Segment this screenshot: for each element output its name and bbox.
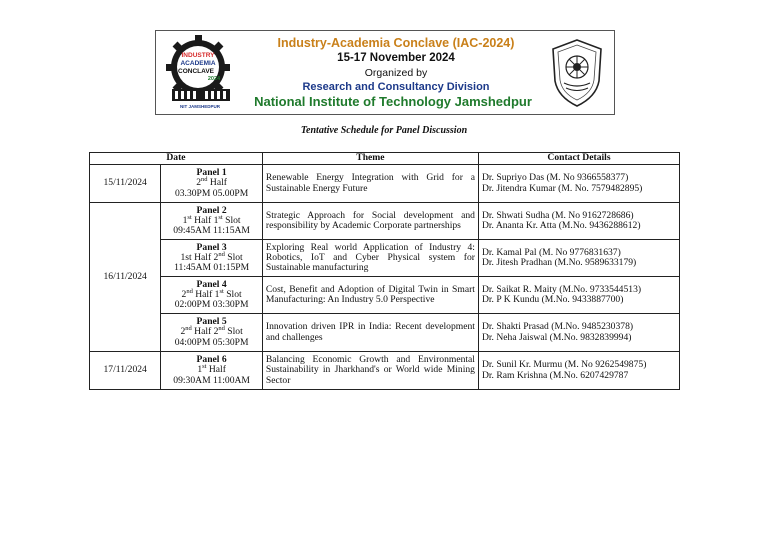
- contact-cell: [478, 203, 679, 240]
- panel-number: Panel 4: [196, 278, 227, 290]
- theme-cell: Cost, Benefit and Adoption of Digital Twin in Smart Manufacturing: An Industry 5.0 Perspective: [262, 277, 478, 314]
- panel-time: 09:30AM 11:00AM: [173, 374, 250, 386]
- organized-by: Organized by: [364, 67, 428, 79]
- division-name: Research and Consultancy Division: [302, 81, 490, 93]
- panel-slot: 2nd Half 2nd Slot: [180, 325, 243, 338]
- panel-time: 03.30PM 05.00PM: [174, 187, 249, 199]
- svg-text:ACADEMIA: ACADEMIA: [180, 60, 216, 67]
- panel-time: 11:45AM 01:15PM: [174, 262, 250, 274]
- theme-cell: Innovation driven IPR in India: Recent development and challenges: [262, 314, 478, 352]
- date-cell: 16/11/2024: [90, 203, 161, 352]
- contact-line: Dr. Ram Krishna (M.No. 6207429787: [481, 369, 629, 381]
- date-cell: 17/11/2024: [90, 352, 161, 390]
- date-cell: 15/11/2024: [90, 165, 161, 203]
- contact-cell: [478, 314, 679, 352]
- nit-emblem-logo: [548, 37, 606, 109]
- panel-slot: 1st Half: [197, 363, 226, 376]
- contact-cell: [478, 277, 679, 314]
- panel-time: 09:45AM 11:15AM: [173, 225, 250, 237]
- contact-cell: [478, 165, 679, 203]
- institute-name: National Institute of Technology Jamshedpur: [254, 94, 532, 109]
- table-row: [90, 165, 680, 203]
- table-row: [90, 203, 680, 240]
- header-theme: Theme: [262, 153, 478, 165]
- panel-cell: [161, 352, 263, 390]
- contact-cell: [478, 240, 679, 277]
- panel-time: 02:00PM 03:30PM: [174, 299, 249, 311]
- contact-line: Dr. Shwati Sudha (M. No 9162728686): [481, 209, 634, 221]
- panel-slot: 1st Half 2nd Slot: [180, 250, 243, 263]
- theme-cell: Renewable Energy Integration with Grid for a Sustainable Energy Future: [262, 165, 478, 203]
- contact-cell: [478, 352, 679, 390]
- contact-line: Dr. Shakti Prasad (M.No. 9485230378): [481, 321, 634, 333]
- svg-text:NIT JAMSHEDPUR: NIT JAMSHEDPUR: [179, 104, 221, 109]
- contact-line: Dr. Ananta Kr. Atta (M.No. 9436288612): [481, 220, 641, 231]
- panel-time: 04:00PM 05:30PM: [174, 336, 249, 348]
- table-row: [90, 314, 680, 352]
- banner-text: [246, 34, 546, 110]
- panel-number: Panel 5: [196, 316, 227, 328]
- table-row: [90, 277, 680, 314]
- panel-slot: 1st Half 1st Slot: [182, 213, 241, 226]
- panel-number: Panel 6: [196, 354, 227, 366]
- conclave-banner: [155, 30, 615, 115]
- panel-slot: 2nd Half: [196, 176, 227, 189]
- table-header-row: [90, 153, 680, 165]
- panel-cell: [161, 277, 263, 314]
- table-row: [90, 240, 680, 277]
- contact-line: Dr. Supriyo Das (M. No 9366558377): [481, 172, 629, 184]
- panel-number: Panel 2: [196, 204, 227, 216]
- theme-cell: Balancing Economic Growth and Environmental Sustainability in Jharkhand's or World wide Mining Sector: [262, 352, 478, 390]
- contact-line: Dr. Sunil Kr. Murmu (M. No 9262549875): [481, 359, 647, 371]
- header-date: Date: [90, 153, 263, 165]
- panel-number: Panel 1: [196, 167, 227, 179]
- page-subtitle: Tentative Schedule for Panel Discussion: [300, 125, 468, 136]
- contact-line: Dr. Kamal Pal (M. No 9776831637): [481, 246, 621, 258]
- contact-line: Dr. Neha Jaiswal (M.No. 9832839994): [481, 331, 632, 343]
- svg-text:INDUSTRY: INDUSTRY: [181, 52, 215, 59]
- panel-number: Panel 3: [196, 241, 227, 253]
- panel-cell: [161, 165, 263, 203]
- theme-cell: Strategic Approach for Social development and responsibility by Academic Corporate partnerships: [262, 203, 478, 240]
- contact-line: Dr. P K Kundu (M.No. 9433887700): [481, 294, 624, 305]
- contact-line: Dr. Jitendra Kumar (M. No. 7579482895): [481, 182, 643, 194]
- svg-text:2024: 2024: [207, 76, 221, 82]
- contact-line: Dr. Jitesh Pradhan (M.No. 9589633179): [481, 257, 637, 268]
- conclave-gear-logo: [160, 33, 240, 111]
- svg-text:CONCLAVE: CONCLAVE: [178, 68, 214, 75]
- panel-cell: [161, 314, 263, 352]
- schedule-table: [89, 152, 680, 390]
- table-row: [90, 352, 680, 390]
- conclave-title: Industry-Academia Conclave (IAC-2024): [277, 36, 515, 50]
- panel-cell: [161, 203, 263, 240]
- panel-cell: [161, 240, 263, 277]
- contact-line: Dr. Saikat R. Maity (M.No. 9733544513): [481, 283, 642, 295]
- panel-slot: 2nd Half 1st Slot: [181, 287, 242, 300]
- header-contact: Contact Details: [478, 153, 679, 165]
- conclave-dates: 15-17 November 2024: [337, 52, 455, 64]
- theme-cell: Exploring Real world Application of Industry 4: Robotics, IoT and Cyber Physical system for Sustainable manufacturing: [262, 240, 478, 277]
